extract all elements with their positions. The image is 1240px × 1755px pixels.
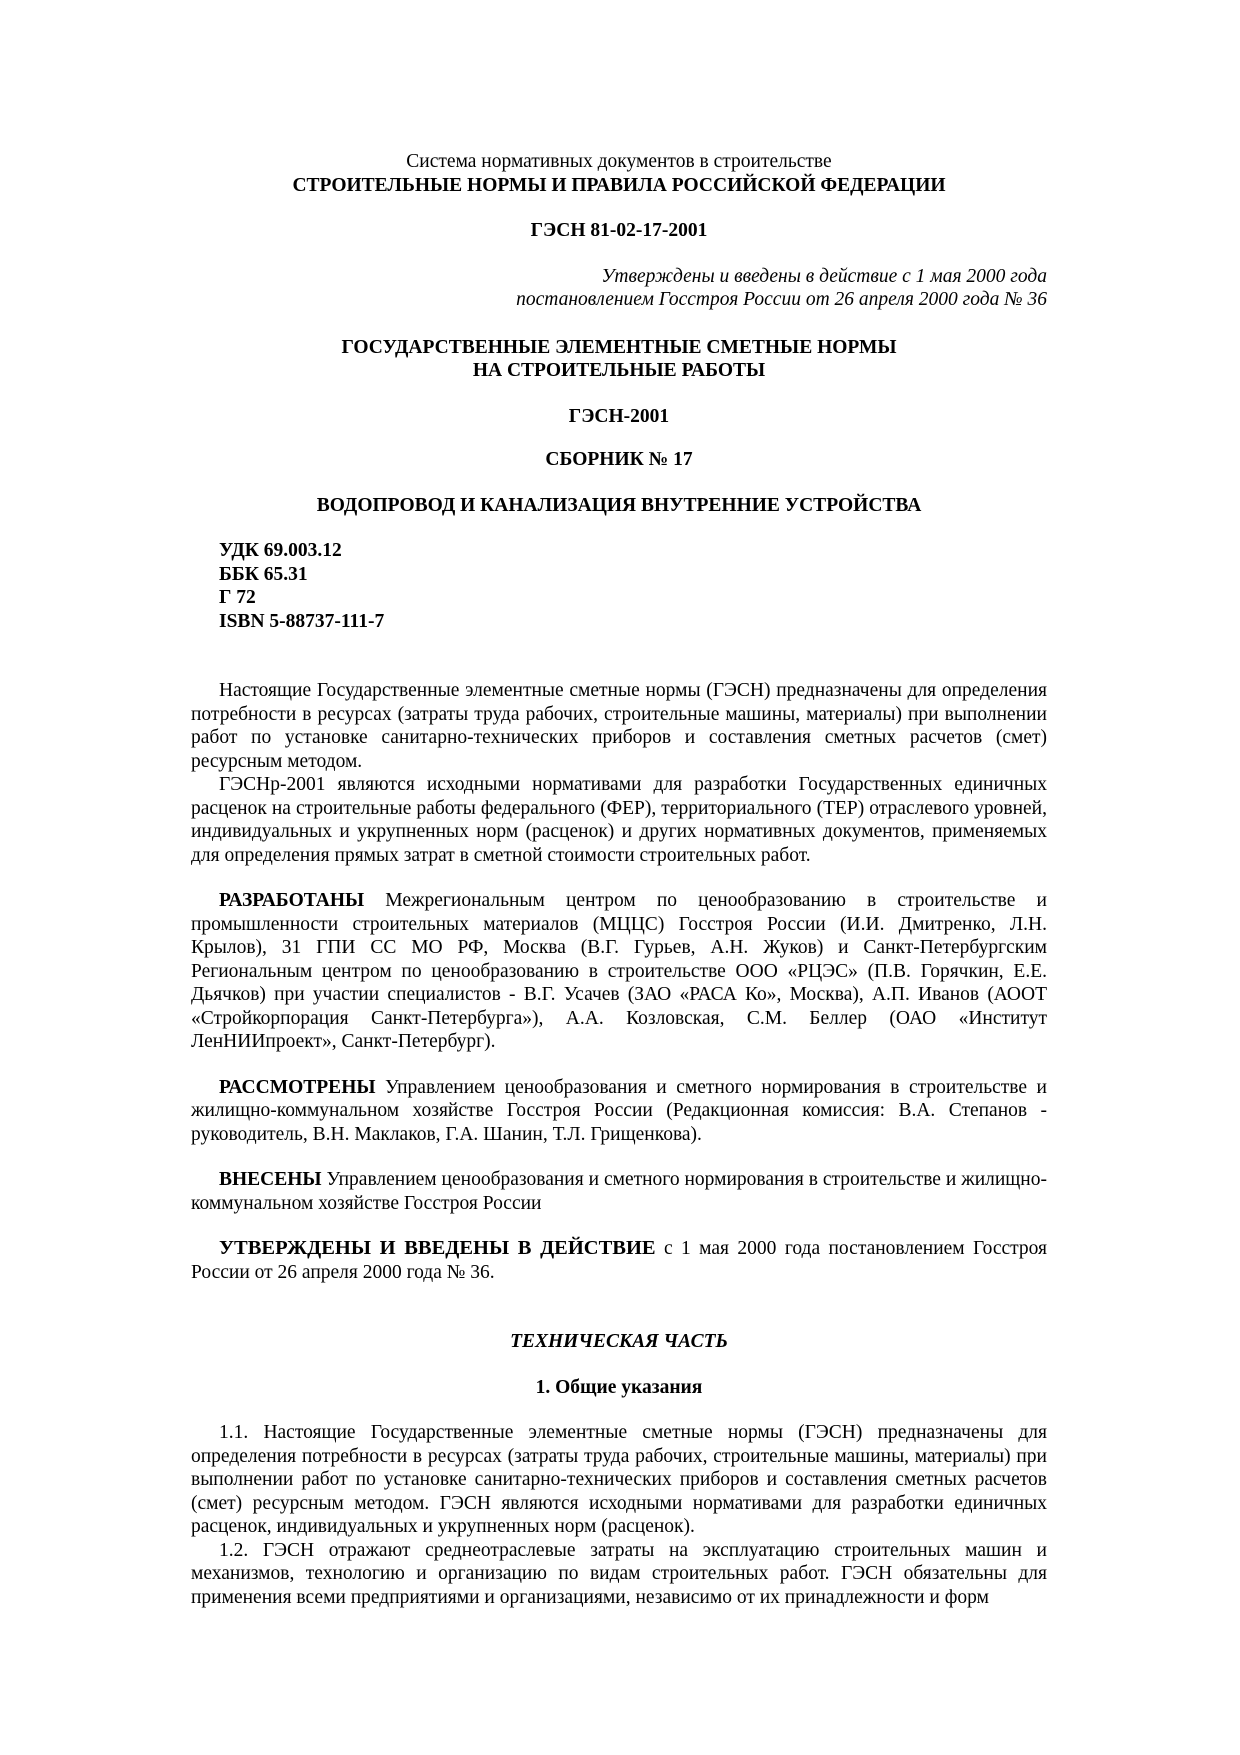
title-line-1: ГОСУДАРСТВЕННЫЕ ЭЛЕМЕНТНЫЕ СМЕТНЫЕ НОРМЫ bbox=[341, 336, 897, 358]
submitted-text: Управлением ценообразования и сметного нормирования в строительстве и жилищно-коммунальном хозяйстве Госстроя России bbox=[191, 1169, 1047, 1214]
collection-number: СБОРНИК № 17 bbox=[545, 449, 693, 470]
system-line: Система нормативных документов в строительстве bbox=[406, 151, 832, 172]
clause-1-1: 1.1. Настоящие Государственные элементные сметные нормы (ГЭСН) предназначены для определения потребности в ресурсах (затраты труда рабочих, строительные машины, материалы) при выполнении работ по установке санитарно-технических приборов и составления сметных расчетов (смет) ресурсным методом. ГЭСН являются исходными нормативами для разработки единичных расценок, индивидуальных и укрупненных норм (расценок). bbox=[191, 1422, 1047, 1537]
developed-text: Межрегиональным центром по ценообразованию в строительстве и промышленности строительных материалов (МЦЦС) Госстроя России (И.И. Дмитренко, Л.Н. Крылов), 31 ГПИ СС МО РФ, Москва (В.Г. Гурьев, А.Н. Жуков) и Санкт-Петербургским Региональным центром по ценообразованию в строительстве ООО «РЦЭС» (П.В. Горячкин, Е.Е. Дьячков) при участии специалистов - В.Г. Усачев (ЗАО «РАСА Ко», Москва), А.П. Иванов (АООТ «Стройкорпорация Санкт-Петербурга»), А.А. Козловская, С.М. Беллер (ОАО «Институт ЛенНИИпроект», Санкт-Петербург). bbox=[191, 890, 1047, 1052]
submitted-paragraph bbox=[191, 1168, 1047, 1215]
developed-label: РАЗРАБОТАНЫ bbox=[219, 890, 365, 911]
intro-paragraph-1: Настоящие Государственные элементные сметные нормы (ГЭСН) предназначены для определения потребности в ресурсах (затраты труда рабочих, строительные машины, материалы) при выполнении работ по установке санитарно-технических приборов и составления сметных расчетов (смет) ресурсным методом. bbox=[191, 680, 1047, 772]
udk-code: УДК 69.003.12 bbox=[219, 540, 342, 561]
title-line-2: НА СТРОИТЕЛЬНЫЕ РАБОТЫ bbox=[472, 360, 766, 381]
developed-paragraph bbox=[191, 889, 1047, 1054]
isbn-code: ISBN 5-88737-111-7 bbox=[219, 610, 385, 632]
document-code: ГЭСН 81-02-17-2001 bbox=[530, 220, 708, 241]
clause-1-2: 1.2. ГЭСН отражают среднеотраслевые затраты на эксплуатацию строительных машин и механизмов, технологию и организацию по видам строительных работ. ГЭСН обязательны для применения всеми предприятиями и организациями, независимо от их принадлежности и форм bbox=[191, 1539, 1047, 1608]
norms-line: СТРОИТЕЛЬНЫЕ НОРМЫ И ПРАВИЛА РОССИЙСКОЙ ФЕДЕРАЦИИ bbox=[292, 174, 946, 196]
approval-line-1: Утверждены и введены в действие с 1 мая 2000 года bbox=[601, 265, 1047, 287]
approved-label: УТВЕРЖДЕНЫ И ВВЕДЕНЫ В ДЕЙСТВИЕ bbox=[219, 1237, 656, 1259]
reviewed-paragraph bbox=[191, 1076, 1047, 1147]
intro-paragraph-2: ГЭСНр-2001 являются исходными нормативами для разработки Государственных единичных расценок на строительные работы федерального (ФЕР), территориального (ТЕР) отраслевого уровней, индивидуальных и укрупненных норм (расценок) и других нормативных документов, применяемых для определения прямых затрат в сметной стоимости строительных работ. bbox=[191, 774, 1047, 866]
bbk-code: ББК 65.31 bbox=[219, 563, 308, 585]
short-code: ГЭСН-2001 bbox=[568, 405, 670, 427]
submitted-label: ВНЕСЕНЫ bbox=[219, 1169, 322, 1190]
approved-paragraph bbox=[191, 1237, 1047, 1284]
technical-section-title: ТЕХНИЧЕСКАЯ ЧАСТЬ bbox=[510, 1331, 728, 1352]
document-page bbox=[191, 150, 1047, 1609]
reviewed-text: Управлением ценообразования и сметного нормирования в строительстве и жилищно-коммунальном хозяйстве Госстроя России (Редакционная комиссия: В.А. Степанов - руководитель, В.Н. Маклаков, Г.А. Шанин, Т.Л. Грищенкова). bbox=[191, 1076, 1047, 1145]
reviewed-label: РАССМОТРЕНЫ bbox=[219, 1076, 376, 1098]
collection-title: ВОДОПРОВОД И КАНАЛИЗАЦИЯ ВНУТРЕННИЕ УСТРОЙСТВА bbox=[316, 494, 922, 516]
approved-text: с 1 мая 2000 года постановлением Госстроя России от 26 апреля 2000 года № 36. bbox=[191, 1238, 1047, 1283]
classification-codes bbox=[219, 539, 1047, 633]
g-code: Г 72 bbox=[219, 587, 256, 608]
approval-line-2: постановлением Госстроя России от 26 апреля 2000 года № 36 bbox=[516, 289, 1047, 310]
general-instructions-title: 1. Общие указания bbox=[535, 1376, 703, 1398]
